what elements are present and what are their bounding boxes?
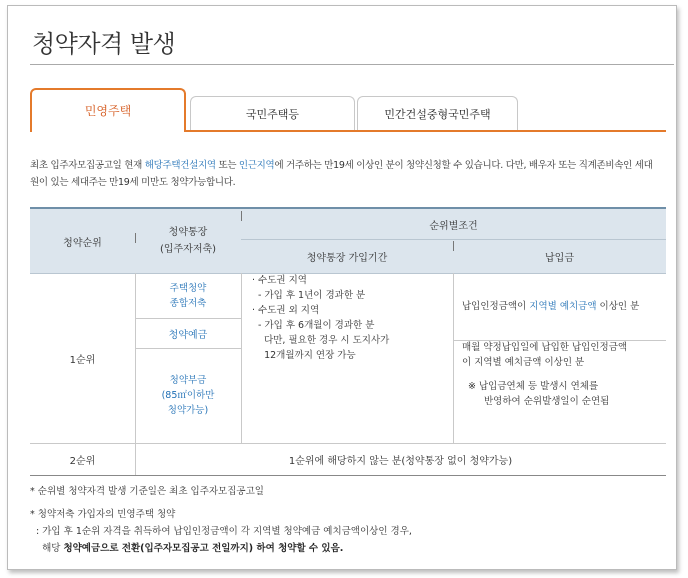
content-frame (7, 5, 677, 570)
title-divider (30, 64, 674, 65)
highlight-region: 해당주택건설지역 (144, 160, 216, 171)
payment-condition-1: 납입인정금액이 지역별 예치금액 이상인 분 (462, 301, 640, 312)
page-title: 청약자격 발생 (32, 30, 176, 58)
header-payment: 납입금 (545, 252, 574, 264)
eligibility-table (30, 207, 666, 475)
header-account: 청약통장 (입주자저축) (159, 227, 217, 255)
account-deposit: 청약예금 (168, 329, 208, 341)
note-savings-private: * 청약저축 가입자의 민영주택 청약 (30, 509, 176, 520)
rank-2-label: 2순위 (69, 455, 96, 467)
header-conditions: 순위별조건 (429, 220, 478, 232)
period-conditions: · 수도권 지역 - 가입 후 1년이 경과한 분 · 수도권 외 지역 - 가입 후 6개월이 경과한 분 다만, 필요한 경우 시 도지사가 12개월까지 연장 가능 (252, 275, 390, 361)
rank-1-label: 1순위 (69, 354, 96, 366)
tab-national-housing[interactable]: 국민주택등 (190, 96, 355, 130)
rank-2-description: 1순위에 해당하지 않는 분(청약통장 없이 청약가능) (288, 455, 513, 467)
account-housing-subscription: 주택청약 종합저축 (169, 282, 207, 309)
tab-private-mid-size-national-housing[interactable]: 민간건설중형국민주택 (357, 96, 518, 130)
note-basis-date: * 순위별 청약자격 발생 기준일은 최초 입주자모집공고일 (30, 486, 264, 497)
header-period: 청약통장 가입기간 (306, 252, 388, 264)
highlight-nearby: 인근지역 (238, 160, 275, 171)
footnotes (30, 483, 660, 557)
note-conversion: 해당 청약예금으로 전환(입주자모집공고 전일까지) 하여 청약할 수 있음. (30, 543, 344, 554)
tab-private-housing[interactable]: 민영주택 (30, 88, 186, 131)
note-savings-detail: : 가입 후 1순위 자격을 취득하여 납입인정금액이 각 지역별 청약예금 예치금액이상인 경우, (30, 526, 412, 537)
header-rank: 청약순위 (63, 237, 102, 249)
account-installment: 청약부금 (85㎡이하만 청약가능) (161, 375, 215, 416)
payment-condition-2: 매월 약정납입일에 납입한 납입인정금액 이 지역별 예치금액 이상인 분 ※ 납입금연체 등 발생시 연체를 반영하여 순위발생일이 순연됨 (462, 342, 628, 407)
intro-text: 최초 입주자모집공고일 현재 해당주택건설지역 또는 인근지역에 거주하는 만19세 이상인 분이 청약신청할 수 있습니다. 다만, 배우자 또는 직계존비속인 세대원이 있는 세대주는 만19세 미만도 청약가능합니다. (30, 160, 653, 188)
